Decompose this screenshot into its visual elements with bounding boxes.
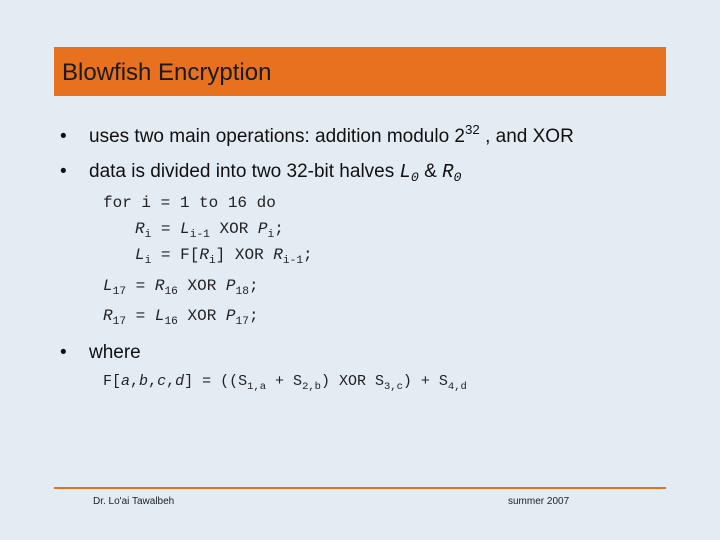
- bullet-text: [89, 122, 574, 148]
- code-sub: 18: [235, 286, 249, 298]
- code-var: R: [273, 246, 283, 264]
- footer-date: summer 2007: [508, 496, 570, 507]
- exponent: 32: [465, 122, 480, 137]
- code-op: XOR: [177, 307, 226, 325]
- code-sub: 17: [112, 316, 127, 328]
- code-op: ;: [303, 246, 313, 264]
- code-var: R: [154, 277, 165, 295]
- code-line-r-update: [135, 220, 284, 241]
- code-op: ;: [248, 307, 259, 325]
- bullet-text-end: , and XOR: [479, 126, 574, 147]
- code-sub: 17: [235, 316, 249, 328]
- code-var: P: [257, 220, 268, 238]
- code-op: =: [126, 307, 155, 325]
- bullet-marker: •: [60, 126, 67, 147]
- code-var: L: [154, 307, 165, 325]
- code-var: L: [180, 220, 190, 238]
- code-line-l17: [103, 277, 259, 298]
- bullet-marker: •: [60, 342, 67, 363]
- code-op: ] XOR: [215, 246, 274, 264]
- code-sub: i: [267, 229, 275, 241]
- code-op: XOR: [209, 220, 258, 238]
- code-op: ] = ((S: [184, 373, 248, 390]
- code-sub: 1,a: [247, 381, 267, 393]
- code-op: ;: [274, 220, 284, 238]
- code-op: + S: [266, 373, 303, 390]
- code-var: P: [225, 277, 236, 295]
- code-var: d: [175, 373, 185, 390]
- code-line-f-definition: [103, 373, 467, 393]
- code-sub: i: [144, 229, 152, 241]
- code-var: L: [135, 246, 145, 264]
- code-op: ) + S: [402, 373, 448, 390]
- code-op: F[: [103, 373, 122, 390]
- bullet-text: where: [89, 342, 141, 363]
- ampersand: &: [418, 161, 443, 182]
- code-sub: i-1: [282, 255, 304, 267]
- code-var: a: [121, 373, 131, 390]
- code-line-r17: [103, 307, 259, 328]
- code-op: ,: [130, 373, 140, 390]
- code-sub: 16: [164, 316, 178, 328]
- var-l-sub: 0: [410, 170, 419, 185]
- code-var: b: [139, 373, 149, 390]
- code-sub: i: [144, 255, 152, 267]
- code-sub: i: [208, 255, 216, 267]
- code-op: ,: [166, 373, 176, 390]
- code-op: ) XOR S: [320, 373, 384, 390]
- code-op: = F[: [151, 246, 200, 264]
- code-sub: 2,b: [302, 381, 321, 393]
- title-bar: [54, 47, 666, 96]
- code-sub: 4,d: [447, 381, 467, 393]
- var-l: L: [399, 161, 411, 183]
- code-op: XOR: [177, 277, 226, 295]
- code-line-l-update: [135, 246, 313, 267]
- bullet-text: [89, 161, 462, 183]
- code-sub: 16: [164, 286, 178, 298]
- code-sub: i-1: [189, 229, 210, 241]
- footer-divider: [54, 487, 666, 489]
- code-op: ;: [248, 277, 259, 295]
- bullet-text-main: data is divided into two 32-bit halves: [89, 161, 400, 182]
- code-line-loop: for i = 1 to 16 do: [103, 194, 276, 212]
- code-op: ,: [148, 373, 158, 390]
- code-var: R: [103, 307, 113, 325]
- bullet-text-main: uses two main operations: addition modulo 2: [89, 126, 466, 147]
- code-var: L: [103, 277, 113, 295]
- var-r: R: [442, 161, 454, 183]
- code-op: =: [126, 277, 155, 295]
- footer-author: Dr. Lo'ai Tawalbeh: [93, 496, 175, 507]
- bullet-marker: •: [60, 161, 67, 182]
- code-var: R: [135, 220, 145, 238]
- code-var: c: [157, 373, 167, 390]
- code-sub: 3,c: [383, 381, 403, 393]
- var-r-sub: 0: [453, 170, 462, 185]
- slide-title: Blowfish Encryption: [62, 59, 272, 86]
- code-sub: 17: [112, 286, 127, 298]
- code-op: =: [151, 220, 181, 238]
- code-var: R: [199, 246, 209, 264]
- code-var: P: [225, 307, 236, 325]
